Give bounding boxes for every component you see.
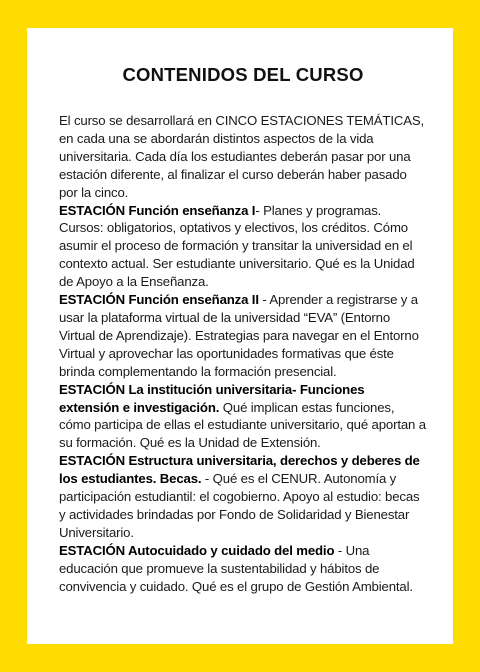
station-5-text: - Una educación que promueve la sustentabilidad y hábitos de convivencia y cuidado. Qué es el grupo de Gestión Ambiental. <box>59 542 413 594</box>
document-body <box>59 112 427 595</box>
station-1 <box>59 202 427 292</box>
station-5-heading: ESTACIÓN Autocuidado y cuidado del medio <box>59 542 335 558</box>
station-3 <box>59 381 427 453</box>
station-3-heading: ESTACIÓN La institución universitaria- Funciones extensión e investigación. <box>59 381 365 415</box>
station-1-text: - Planes y programas. Cursos: obligatorios, optativos y electivos, los créditos. Cómo asumir el proceso de formación y transitar la universidad en el contexto actual. Ser estudiante universitario. Qué es la Unidad de Apoyo a la Enseñanza. <box>59 202 415 290</box>
station-4-heading: ESTACIÓN Estructura universitaria, derechos y deberes de los estudiantes. Becas. <box>59 453 420 487</box>
station-5 <box>59 542 427 596</box>
content-card <box>27 28 453 644</box>
station-3-text: Qué implican estas funciones, cómo participa de ellas el estudiante universitario, qué aportan a su formación. Qué es la Unidad de Extensión. <box>59 399 426 451</box>
station-4-text: - Qué es el CENUR. Autonomía y participación estudiantil: el cogobierno. Apoyo al estudio: becas y actividades brindadas por Fondo de Solidaridad y Bienestar Universitario. <box>59 471 420 540</box>
station-4 <box>59 452 427 542</box>
station-2 <box>59 291 427 381</box>
intro-paragraph: El curso se desarrollará en CINCO ESTACIONES TEMÁTICAS, en cada una se abordarán distintos aspectos de la vida universitaria. Cada día los estudiantes deberán pasar por una estación diferente, al finalizar el curso deberán haber pasado por la cinco. <box>59 113 425 200</box>
station-1-heading: ESTACIÓN Función enseñanza I <box>59 202 256 218</box>
page-title: CONTENIDOS DEL CURSO <box>122 64 364 85</box>
station-2-heading: ESTACIÓN Función enseñanza II <box>59 292 259 308</box>
station-2-text: - Aprender a registrarse y a usar la plataforma virtual de la universidad “EVA” (Entorno Virtual de Aprendizaje). Estrategias para navegar en el Entorno Virtual y aprovechar las oportunidades formativas que éste brinda complementando la formación presencial. <box>59 292 419 379</box>
